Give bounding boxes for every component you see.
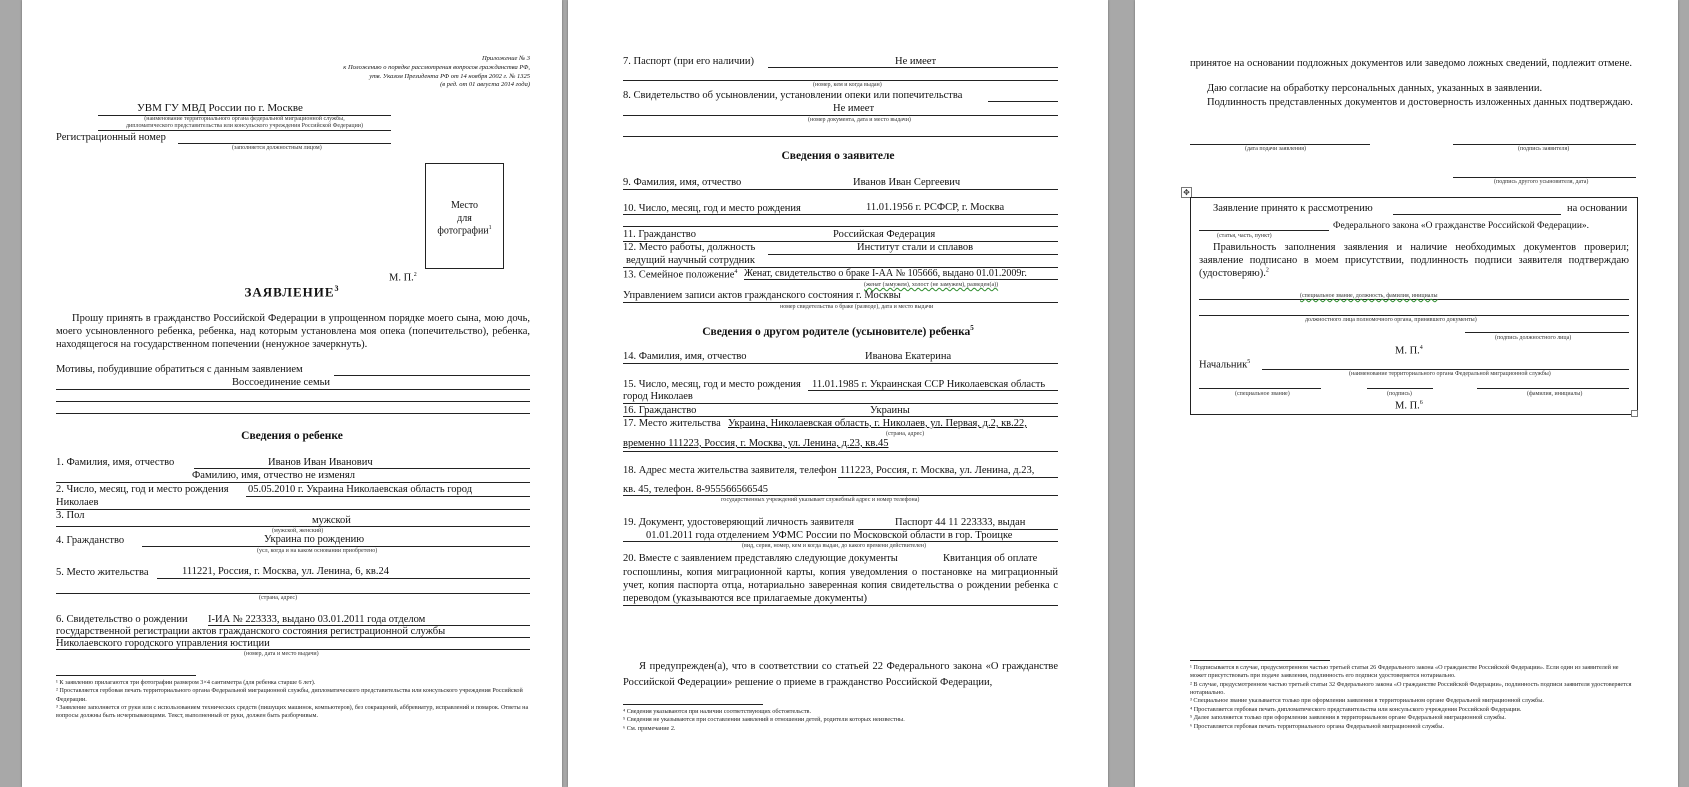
f4-value: Украина по рождению: [264, 534, 365, 545]
footnote-ref: 2: [413, 272, 417, 278]
f12-line: [768, 254, 1058, 255]
footnote-ref: 5: [970, 324, 974, 332]
f16-line: [623, 416, 1058, 417]
f18-line-2: [623, 495, 1058, 496]
f9-line: [623, 189, 1058, 190]
appendix-line: (в ред. от 01 августа 2014 года): [440, 81, 530, 89]
f7-line: [768, 67, 1058, 68]
f11-value: Российская Федерация: [833, 229, 936, 240]
box-officer-hint-2: должностного лица полномочного органа, принявшего документы): [1305, 317, 1477, 323]
f8-line-3: [623, 136, 1058, 137]
f7-line-2: [623, 80, 1058, 81]
f5-line: [157, 578, 530, 579]
motives-label: Мотивы, побудившие обратиться с данным заявлением: [56, 364, 303, 375]
f8-value: Не имеет: [833, 103, 875, 114]
f17-line-2: [623, 451, 1058, 452]
f15-line: [808, 390, 1058, 391]
document-title: [22, 285, 562, 298]
footnote-ref: 4: [1419, 345, 1423, 351]
f5-label: 5. Место жительства: [56, 567, 149, 578]
footnotes: [623, 708, 1058, 733]
stamp-label: М. П.: [1395, 400, 1420, 412]
box-officer-sign-line[interactable]: [1465, 332, 1629, 333]
footnote: ³ Заявление заполняется от руки или с использованием технических средств (пишущих машинок, компьютеров), без сокращений, аббревиатур, исправлений и помарок. Ответы на вопросы должны быть исчерпывающими. Текст, выполненный от руки, должен быть разборчивым.: [56, 704, 529, 720]
f4-line: [142, 546, 530, 547]
box-officer-sign-hint: (подпись должностного лица): [1495, 335, 1572, 341]
box-verification-sentence: Правильность заполнения заявления и наличие необходимых документов проверил; заявление подписано в моем присутствии, подлинность подписи заявителя подтверждаю (удостоверяю).: [1199, 242, 1629, 280]
f14-label: 14. Фамилия, имя, отчество: [623, 351, 747, 362]
f19-line-2: [623, 541, 1058, 542]
box-officer-line[interactable]: [1199, 299, 1629, 300]
document-page-1: [22, 0, 562, 787]
box-officer-line-2[interactable]: [1199, 315, 1629, 316]
f20-label: 20. Вместе с заявлением представляю следующие документы: [623, 553, 898, 564]
f4-hint: (усл, когда и на каком основании приобретено): [257, 548, 378, 554]
f17-value: Украина, Николаевская область, г. Николаев, ул. Первая, д.2, кв.22,: [728, 418, 1027, 429]
child-section-heading: Сведения о ребенке: [241, 430, 343, 442]
date-hint: (дата подачи заявления): [1245, 146, 1307, 152]
f18-hint: государственных учреждений указывает служебный адрес и номер телефона): [721, 497, 920, 503]
f10-label: 10. Число, месяц, год и место рождения: [623, 203, 801, 214]
f6-line-3: [56, 649, 530, 650]
box-rank-hint: (специальное звание): [1235, 391, 1290, 397]
authority-hint: [92, 116, 397, 130]
photo-label: [426, 200, 503, 238]
f13-hint-2: номер свидетельства о браке (разводе), дата и место выдачи: [780, 304, 934, 310]
document-page-3: [1135, 0, 1678, 787]
motives-line: [56, 389, 530, 390]
f7-hint: (номер, кем и когда выдан): [813, 82, 882, 88]
f15-label: 15. Число, месяц, год и место рождения: [623, 379, 801, 390]
f8-line: [988, 101, 1058, 102]
f9-label: 9. Фамилия, имя, отчество: [623, 177, 742, 188]
f1-value: Иванов Иван Иванович: [268, 457, 373, 468]
box-basis-label: на основании: [1567, 203, 1628, 214]
appendix-block: [343, 55, 530, 90]
box-chief-line[interactable]: [1262, 369, 1629, 370]
footnote: ⁴ Проставляется гербовая печать дипломатического представительства или консульского учреждения Российской Федерации.: [1190, 705, 1522, 713]
f6-value: I-ИА № 223333, выдано 03.01.2011 года отделом: [208, 614, 426, 625]
f13-label: [623, 269, 737, 281]
hint-text: (наименование территориального органа федеральной миграционной службы,: [144, 116, 345, 122]
f4-label: 4. Гражданство: [56, 535, 125, 546]
f15-value: 11.01.1985 г. Украинская ССР Николаевская область: [812, 379, 1046, 390]
intro-paragraph: Прошу принять в гражданство Российской Федерации в упрощенном порядке моего сына, мою дочь, моего усыновленного ребенка, ребенка, над которым установлена моя опека (попечительство), ребенка, находящегося на государственном попечении (ненужное зачеркнуть).: [56, 313, 530, 351]
footnote: ¹ Подписывается в случае, предусмотренном частью третьей статьи 26 Федерального закона «О гражданстве Российской Федерации». Если один из заявителей не может присутствовать при подаче заявления, подлинность его подписи удостоверяется нотариально.: [1190, 664, 1619, 680]
f2-line-2: [56, 509, 530, 510]
footnote: ⁵ Далее заполняется только при оформлении заявления в территориальном органе Федеральной миграционной службы.: [1190, 714, 1506, 722]
f20-line: [623, 605, 1058, 606]
footnote: ⁵ Сведения не указываются при составлении заявлений в отношении детей, родители которых неизвестны.: [623, 716, 905, 724]
box-article-line[interactable]: [1199, 230, 1329, 231]
f1-value-2: Фамилию, имя, отчество не изменял: [192, 470, 355, 481]
appendix-line: утв. Указом Президента РФ от 14 ноября 2002 г. № 1325: [369, 72, 530, 80]
f6-value-2: государственной регистрации актов гражданского состояния регистрационной службы: [56, 626, 446, 637]
applicant-section-heading: Сведения о заявителе: [781, 150, 895, 162]
continuation-text: принятое на основании подложных документов или заведомо ложных сведений, подлежит отмене.: [1190, 58, 1633, 69]
f19-hint: (вид, серия, номер, кем и когда выдан, до какого времени действителен): [742, 543, 926, 549]
f13-value: Женат, свидетельство о браке I-АА № 105666, выдано 01.01.2009г.: [744, 268, 1027, 279]
footnote-ref: 6: [1419, 400, 1423, 406]
f17-label: 17. Место жительства: [623, 418, 721, 429]
chief-text: Начальник: [1199, 359, 1248, 371]
footnote-ref: 2: [1265, 267, 1269, 274]
f5-hint: (страна, адрес): [259, 595, 298, 601]
f3-hint: (мужской, женский): [272, 528, 324, 534]
f2-line: [246, 496, 530, 497]
f8-hint: (номер документа, дата и место выдачи): [808, 117, 911, 123]
f2-label: 2. Число, месяц, год и место рождения: [56, 484, 229, 495]
consent-text: Даю согласие на обработку персональных данных, указанных в заявлении.: [1207, 83, 1543, 94]
f19-value-2: 01.01.2011 года отделением УФМС России по Московской области в гор. Троицке: [646, 530, 1013, 541]
hint-text: дипломатического представительства или консульского учреждения Российской Федерации): [126, 123, 363, 130]
f10-line-2: [623, 226, 1058, 227]
warning-paragraph: Я предупрежден(а), что в соответствии со статьей 22 Федерального закона «О гражданстве Российской Федерации» решение о приеме в гражданство Российской Федерации,: [623, 661, 1058, 689]
stamp-label: М. П.: [1395, 345, 1420, 357]
box-sign-line[interactable]: [1367, 388, 1433, 389]
photo-box: [425, 163, 504, 269]
box-accepted-line[interactable]: [1393, 214, 1561, 215]
box-stamp-2: [1395, 400, 1423, 412]
f2-value: 05.05.2010 г. Украина Николаевская область город: [248, 484, 473, 495]
reg-number-field[interactable]: [178, 143, 391, 144]
f14-value: Иванова Екатерина: [865, 351, 952, 362]
f20-value: Квитанция об оплате: [943, 553, 1038, 564]
stamp-place: [389, 272, 417, 284]
f10-value: 11.01.1956 г. РСФСР, г. Москва: [866, 202, 1005, 213]
stamp-label: М. П.: [389, 272, 414, 284]
f5-value: 111221, Россия, г. Москва, ул. Ленина, 6, кв.24: [182, 566, 389, 577]
box-law-text: Федерального закона «О гражданстве Российской Федерации».: [1333, 221, 1590, 231]
f6-value-3: Николаевского городского управления юстиции: [56, 638, 270, 649]
signature-line[interactable]: [1453, 144, 1636, 145]
f16-label: 16. Гражданство: [623, 405, 697, 416]
f13-hint: (женат (замужем), холост (не замужем), разведен(а)): [864, 282, 999, 288]
photo-label-line: фотографии: [437, 225, 489, 237]
footnote: ⁶ Проставляется гербовая печать территориального органа Федеральной миграционной службы.: [1190, 722, 1445, 730]
footnote: ⁶ См. примечание 2.: [623, 724, 676, 732]
signature-2-hint: (подпись другого усыновителя, дата): [1494, 179, 1589, 185]
reg-number-label: Регистрационный номер: [56, 132, 166, 143]
document-page-2: [568, 0, 1108, 787]
footnote: ² В случае, предусмотренном частью третьей статьи 32 Федерального закона «О гражданстве Российской Федерации», подлинность подписи заявителя удостоверяется нотариально.: [1190, 680, 1632, 697]
footnotes: [56, 679, 530, 721]
appendix-line: Приложение № 3: [481, 55, 530, 62]
f1-label: 1. Фамилия, имя, отчество: [56, 457, 175, 468]
box-article-hint: (статья, часть, пункт): [1217, 233, 1272, 239]
f16-value: Украины: [870, 405, 910, 416]
f3-label: 3. Пол: [56, 510, 85, 521]
f20-value-2: госпошлины, копия миграционной карты, копия уведомления о постановке на миграционный учет, копия паспорта отца, нотариально заверенная копия свидетельства о рождении ребенка с переводом (указываются все прилагаемые документы): [623, 567, 1058, 605]
f18-value: 111223, Россия, г. Москва, ул. Ленина, д.23,: [840, 465, 1035, 476]
f6-label: 6. Свидетельство о рождении: [56, 614, 188, 625]
f1-line-2: [56, 482, 530, 483]
f12-label: 12. Место работы, должность: [623, 242, 756, 253]
signature-2-line[interactable]: [1453, 177, 1636, 178]
f7-label: 7. Паспорт (при его наличии): [623, 56, 755, 67]
f18-label: 18. Адрес места жительства заявителя, телефон: [623, 465, 837, 476]
footnote-ref: 1: [488, 225, 492, 231]
f1-line: [194, 468, 530, 469]
signature-hint: (подпись заявителя): [1518, 146, 1570, 152]
footnotes: [1190, 664, 1636, 731]
box-sign-hint: (подпись): [1387, 391, 1412, 397]
f17-hint: (страна, адрес): [886, 431, 925, 437]
box-stamp-1: [1395, 345, 1423, 357]
f12-value-2: ведущий научный сотрудник: [626, 255, 756, 266]
f13-value-2: Управлением записи актов гражданского состояния г. Москвы: [623, 290, 901, 301]
photo-label-line: для: [457, 212, 472, 224]
f7-value: Не имеет: [895, 56, 937, 67]
f6-hint: (номер, дата и место выдачи): [244, 651, 319, 657]
footnote-ref: 4: [734, 269, 738, 275]
motives-value: Воссоединение семьи: [232, 377, 331, 388]
confirm-text: Подлинность представленных документов и достоверность изложенных данных подтверждаю.: [1207, 97, 1633, 108]
footnote-ref: 3: [334, 284, 340, 293]
motives-line: [56, 413, 530, 414]
appendix-line: к Положению о порядке рассмотрения вопросов гражданства РФ,: [343, 63, 530, 71]
f13-line: [744, 279, 1058, 280]
f8-label: 8. Свидетельство об усыновлении, установлении опеки или попечительства: [623, 90, 963, 101]
f11-label: 11. Гражданство: [623, 229, 696, 240]
footnote-separator: [1190, 660, 1330, 661]
box-chief-hint: (наименование территориального органа Федеральной миграционной службы): [1349, 371, 1551, 377]
box-accepted-label: Заявление принято к рассмотрению: [1213, 203, 1373, 214]
f9-value: Иванов Иван Сергеевич: [853, 177, 961, 188]
box-name-line[interactable]: [1477, 388, 1629, 389]
f19-value: Паспорт 44 11 223333, выдан: [895, 517, 1026, 528]
photo-label-line: Место: [450, 200, 479, 211]
box-chief-label: [1199, 359, 1250, 371]
f13-line-2: [623, 302, 1058, 303]
motives-line: [56, 401, 530, 402]
authority-name: УВМ ГУ МВД России по г. Москве: [137, 102, 303, 114]
table-move-handle-icon[interactable]: ✥: [1181, 187, 1192, 198]
f14-line: [623, 363, 1058, 364]
box-verification-text: [1199, 241, 1629, 280]
f18-value-2: кв. 45, телефон. 8-955566566545: [623, 484, 769, 495]
f19-label: 19. Документ, удостоверяющий личность заявителя: [623, 517, 854, 528]
date-line[interactable]: [1190, 144, 1370, 145]
f12-value: Институт стали и сплавов: [857, 242, 974, 253]
footnote-separator: [623, 704, 763, 705]
motives-line: [334, 375, 530, 376]
reg-number-hint: (заполняется должностным лицом): [232, 145, 322, 151]
footnote: ¹ К заявлению прилагаются три фотографии размером 3×4 сантиметра (для ребенка старше 6 лет).: [56, 679, 316, 686]
parent-section-heading: [568, 325, 1108, 338]
table-resize-handle-icon[interactable]: [1631, 410, 1638, 417]
footnote-separator: [56, 675, 196, 676]
f15-line-2: [623, 403, 1058, 404]
f10-line: [623, 214, 1058, 215]
box-rank-line[interactable]: [1199, 388, 1321, 389]
title-text: ЗАЯВЛЕНИЕ: [244, 284, 335, 300]
f13-label-text: 13. Семейное положение: [623, 269, 735, 281]
f3-line: [56, 526, 530, 527]
f2-value-2: Николаев: [56, 497, 99, 508]
f5-line-2: [56, 593, 530, 594]
footnote: ³ Специальное звание указывается только при оформлении заявления в территориальном органе Федеральной миграционной службы.: [1190, 697, 1544, 705]
f3-value: мужской: [312, 515, 351, 526]
box-name-hint: (фамилия, инициалы): [1527, 391, 1583, 397]
authority-line-2: [98, 130, 391, 131]
box-officer-hint: (специальное звание, должность, фамилия, инициалы: [1300, 293, 1438, 299]
footnote: ⁴ Сведения указываются при наличии соответствующих обстоятельств.: [623, 708, 812, 715]
f8-line-2: [623, 115, 1058, 116]
f18-line: [838, 477, 1058, 478]
footnote: ² Проставляется гербовая печать территориального органа Федеральной миграционной службы, дипломатического представительства или консульского учреждения Российской Федерации.: [56, 687, 523, 703]
f17-value-2: временно 111223, Россия, г. Москва, ул. Ленина, д.23, кв.45: [623, 438, 889, 449]
footnote-ref: 5: [1247, 359, 1251, 365]
f15-value-2: город Николаев: [623, 391, 693, 402]
parent-heading-text: Сведения о другом родителе (усыновителе) ребенка: [702, 325, 971, 338]
